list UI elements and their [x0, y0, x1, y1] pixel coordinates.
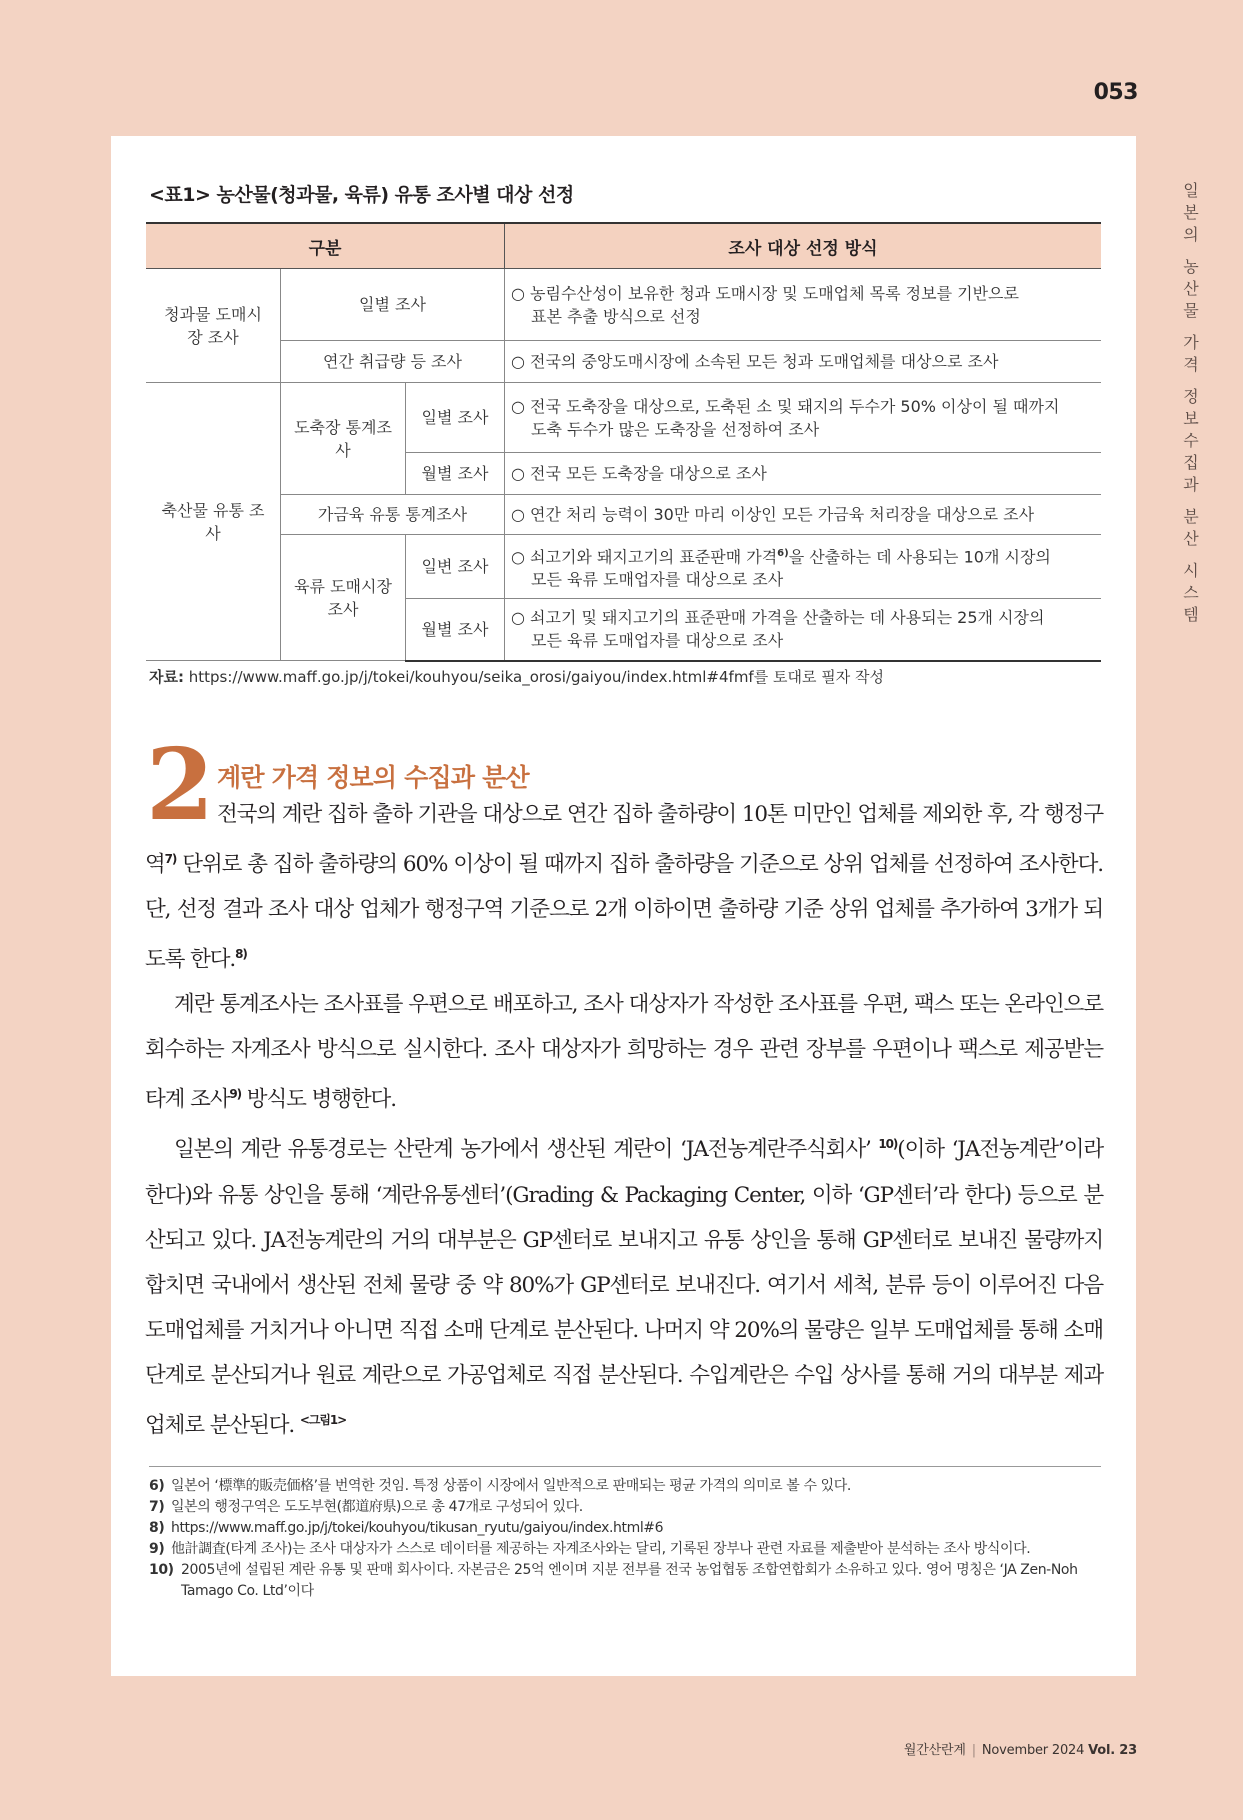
running-title-char: 본	[1183, 203, 1199, 222]
page-footer: 월간산란계 | November 2024 Vol. 23	[903, 1743, 1137, 1758]
running-title-char	[1178, 246, 1204, 256]
running-title-char: 스	[1183, 583, 1199, 602]
paragraph: 계란 통계조사는 조사표를 우편으로 배포하고, 조사 대상자가 작성한 조사표를 우편, 팩스 또는 온라인으로 회수하는 자계조사 방식으로 실시한다. 조사 대상자가 희망하는 경우 관련 장부를 우편이나 팩스로 제공받는 타계 조사$^{9)}$ 방식도 병행한다.	[145, 992, 1103, 1113]
row-sublabel: 일별 조사	[406, 383, 505, 453]
running-title-char	[1178, 376, 1204, 386]
table-row	[146, 269, 1101, 341]
running-title-char	[1178, 496, 1204, 506]
running-title-char: 템	[1183, 605, 1199, 624]
footnote: 9) 他計調査(타계 조사)는 조사 대상자가 스스로 데이터를 제공하는 자계조사와는 달리, 기록된 장부나 관련 자료를 제출받아 분석하는 조사 방식이다.	[149, 1541, 1031, 1557]
footnote: 10) 2005년에 설립된 계란 유통 및 판매 회사이다. 자본금은 25억 엔이며 지분 전부를 전국 농업협동 조합연합회가 소유하고 있다. 영어 명칭은 ‘JA Zen-Noh Tamago Co. Ltd’이다	[149, 1562, 1078, 1599]
table-row	[146, 495, 1101, 535]
running-title-char: 보	[1183, 409, 1199, 428]
group-livestock: 축산물 유통 조사	[146, 383, 281, 661]
row-sublabel: 일변 조사	[406, 535, 505, 599]
running-title-char: 의	[1183, 225, 1199, 244]
running-title-char: 농	[1183, 257, 1199, 276]
section-title: 계란 가격 정보의 수집과 분산	[217, 763, 529, 792]
paragraph: 일본의 계란 유통경로는 산란계 농가에서 생산된 계란이 ‘JA전농계란주식회사’ $^{10)}$(이하 ‘JA전농계란’이라 한다)와 유통 상인을 통해 ‘계란유통센터’(Grading & Packaging Center, 이하 ‘GP센터’라 한다) 등으로 분산되고 있다. JA전농계란의 거의 대부분은 GP센터로 보내지고 유통 상인을 통해 GP센터로 보내진 물량까지 합치면 국내에서 생산된 전체 물량 중 약 80%가 GP센터로 보내진다. 여기서 세척, 분류 등이 이루어진 다음 도매업체를 거치거나 아니면 직접 소매 단계로 분산된다. 나머지 약 20%의 물량은 일부 도매업체를 통해 소매 단계로 분산되거나 원료 계란으로 가공업체로 직접 분산된다. 수입계란은 수입 상사를 통해 거의 대부분 제과업체로 분산된다. $^{<그림1>}$	[145, 1137, 1104, 1438]
footnote-divider	[149, 1466, 1101, 1467]
running-title-char: 산	[1183, 279, 1199, 298]
running-title-char: 정	[1183, 387, 1199, 406]
page-number: 053	[1093, 80, 1138, 105]
group-fruit: 청과물 도매시장 조사	[146, 269, 281, 383]
table-header-row	[146, 223, 1101, 269]
row-sublabel: 월별 조사	[406, 453, 505, 495]
header-method: 조사 대상 선정 방식	[505, 223, 1102, 269]
row-desc: ○ 쇠고기와 돼지고기의 표준판매 가격$^{6)}$을 산출하는 데 사용되는 10개 시장의 모든 육류 도매업자를 대상으로 조사	[505, 535, 1102, 599]
running-title-char	[1178, 550, 1204, 560]
row-desc: ○ 전국 도축장을 대상으로, 도축된 소 및 돼지의 두수가 50% 이상이 될 때까지 도축 두수가 많은 도축장을 선정하여 조사	[505, 383, 1102, 453]
running-title-char: 일	[1183, 181, 1199, 200]
row-desc: ○ 전국의 중앙도매시장에 소속된 모든 청과 도매업체를 대상으로 조사	[505, 341, 1102, 383]
running-title-char: 과	[1183, 475, 1199, 494]
paragraph: 전국의 계란 집하 출하 기관을 대상으로 연간 집하 출하량이 10톤 미만인 업체를 제외한 후, 각 행정구역$^{7)}$ 단위로 총 집하 출하량의 60% 이상이 될 때까지 집하 출하량을 기준으로 상위 업체를 선정하여 조사한다. 단, 선정 결과 조사 대상 업체가 행정구역 기준으로 2개 이하이면 출하량 기준 상위 업체를 추가하여 3개가 되도록 한다.$^{8)}$	[145, 802, 1103, 973]
footnotes	[149, 1476, 1104, 1602]
running-title-char: 시	[1183, 561, 1199, 580]
running-title-char: 집	[1183, 453, 1199, 472]
survey-table	[146, 222, 1101, 662]
row-desc: ○ 전국 모든 도축장을 대상으로 조사	[505, 453, 1102, 495]
running-title-char: 물	[1183, 301, 1199, 320]
row-label: 육류 도매시장 조사	[281, 535, 406, 661]
row-label: 연간 취급량 등 조사	[281, 341, 505, 383]
row-label: 도축장 통계조사	[281, 383, 406, 495]
running-title-char: 격	[1183, 355, 1199, 374]
running-title-char: 수	[1183, 431, 1199, 450]
running-title-char: 분	[1183, 507, 1199, 526]
header-category: 구분	[146, 223, 505, 269]
row-desc: ○ 농림수산성이 보유한 청과 도매시장 및 도매업체 목록 정보를 기반으로 표본 추출 방식으로 선정	[505, 269, 1102, 341]
footnote: 7) 일본의 행정구역은 도도부현(都道府県)으로 총 47개로 구성되어 있다.	[149, 1499, 583, 1515]
content-panel	[111, 136, 1136, 1676]
running-title-vertical	[1178, 180, 1204, 626]
footnote: 8) https://www.maff.go.jp/j/tokei/kouhyou/tikusan_ryutu/gaiyou/index.html#6	[149, 1520, 664, 1536]
table-row	[146, 341, 1101, 383]
table-row	[146, 535, 1101, 599]
running-title-char: 산	[1183, 529, 1199, 548]
body-text	[145, 792, 1103, 1448]
row-desc: ○ 연간 처리 능력이 30만 마리 이상인 모든 가금육 처리장을 대상으로 조사	[505, 495, 1102, 535]
running-title-char	[1178, 322, 1204, 332]
footnote: 6) 일본어 ‘標準的販売価格’를 번역한 것임. 특정 상품이 시장에서 일반적으로 판매되는 평균 가격의 의미로 볼 수 있다.	[149, 1478, 851, 1494]
running-title-char: 가	[1183, 333, 1199, 352]
row-label: 가금육 유통 통계조사	[281, 495, 505, 535]
footnote-ref: 6)	[777, 547, 789, 559]
table-source: 자료: https://www.maff.go.jp/j/tokei/kouhyou/seika_orosi/gaiyou/index.html#4fmf를 토대로 필자 작성	[149, 668, 884, 686]
table-row	[146, 383, 1101, 453]
row-sublabel: 월별 조사	[406, 599, 505, 661]
row-desc: ○ 쇠고기 및 돼지고기의 표준판매 가격을 산출하는 데 사용되는 25개 시장의 모든 육류 도매업자를 대상으로 조사	[505, 599, 1102, 661]
table-caption: <표1> 농산물(청과물, 육류) 유통 조사별 대상 선정	[149, 184, 574, 206]
section-number: 2	[146, 728, 215, 843]
row-label: 일별 조사	[281, 269, 505, 341]
